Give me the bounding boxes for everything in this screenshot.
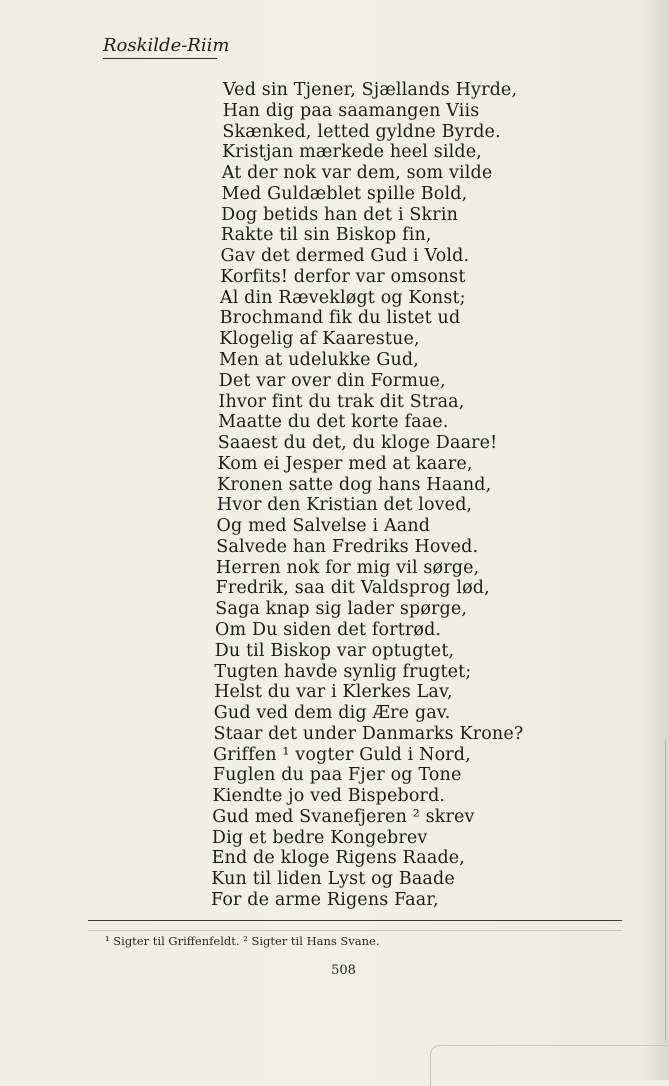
poem-line: Kun til liden Lyst og Baade (211, 869, 455, 890)
poem-line: Men at udelukke Gud, (219, 350, 419, 370)
poem-line: Skænked, letted gyldne Byrde. (222, 121, 501, 142)
poem-line: Du til Biskop var optugtet, (214, 640, 455, 661)
poem-line: Kom ei Jesper med at kaare, (217, 453, 473, 474)
poem-line: Dog betids han det i Skrin (221, 204, 458, 225)
poem-line: Korfits! derfor var omsonst (220, 266, 466, 287)
poem-line: Og med Salvelse i Aand (216, 516, 431, 537)
poem-line: Kiendte jo ved Bispebord. (212, 786, 446, 807)
poem-line: Salvede han Fredriks Hoved. (216, 536, 479, 557)
poem-line: Saga knap sig lader spørge, (215, 599, 468, 620)
poem-line: End de kloge Rigens Raade, (211, 848, 466, 869)
poem-line: Kronen satte dog hans Haand, (217, 474, 492, 495)
poem-line: Griffen ¹ vogter Guld i Nord, (213, 744, 471, 765)
running-head-underline (103, 58, 217, 59)
footnote-divider-faint (88, 930, 622, 931)
poem-line: Ihvor fint du trak dit Straa, (218, 391, 465, 412)
poem-line: Rakte til sin Biskop fin, (220, 225, 432, 246)
page-number: 508 (331, 963, 356, 978)
poem-line: Gud med Svanefjeren ² skrev (212, 806, 475, 827)
poem-line: Tugten havde synlig frugtet; (214, 661, 472, 682)
poem-line: Klogelig af Kaarestue, (219, 329, 420, 350)
running-head: Roskilde-Riim (103, 35, 230, 56)
footnote-divider (88, 920, 622, 921)
poem-line: Det var over din Formue, (218, 370, 446, 391)
page-edge-shadow (665, 740, 666, 1040)
poem-line: Han dig paa saamangen Viis (222, 100, 480, 121)
poem-line: Herren nok for mig vil sørge, (215, 557, 480, 578)
poem-line: For de arme Rigens Faar, (211, 890, 439, 910)
poem-line: Al din Rævekløgt og Konst; (219, 287, 466, 308)
poem-line: Staar det under Danmarks Krone? (213, 723, 524, 744)
poem-line: Kristjan mærkede heel silde, (222, 142, 482, 163)
poem-line: Ved sin Tjener, Sjællands Hyrde, (223, 80, 518, 100)
poem-line: Helst du var i Klerkes Lav, (214, 682, 453, 703)
poem-line: At der nok var dem, som vilde (221, 163, 493, 184)
poem-line: Med Guldæblet spille Bold, (221, 183, 468, 204)
poem-line: Gav det dermed Gud i Vold. (220, 246, 470, 267)
poem-line: Om Du siden det fortrød. (215, 620, 442, 640)
poem-line: Hvor den Kristian det loved, (216, 495, 473, 516)
poem-line: Saaest du det, du kloge Daare! (217, 433, 498, 454)
poem-line: Fredrik, saa dit Valdsprog lød, (215, 578, 490, 599)
poem-line: Dig et bedre Kongebrev (211, 827, 428, 848)
footnote: ¹ Sigter til Griffenfeldt. ² Sigter til Hans Svane. (105, 934, 380, 948)
poem-line: Maatte du det korte faae. (218, 412, 449, 433)
poem-line: Fuglen du paa Fjer og Tone (212, 765, 462, 786)
poem-line: Brochmand fik du listet ud (219, 308, 461, 329)
poem-line: Gud ved dem dig Ære gav. (213, 703, 451, 724)
